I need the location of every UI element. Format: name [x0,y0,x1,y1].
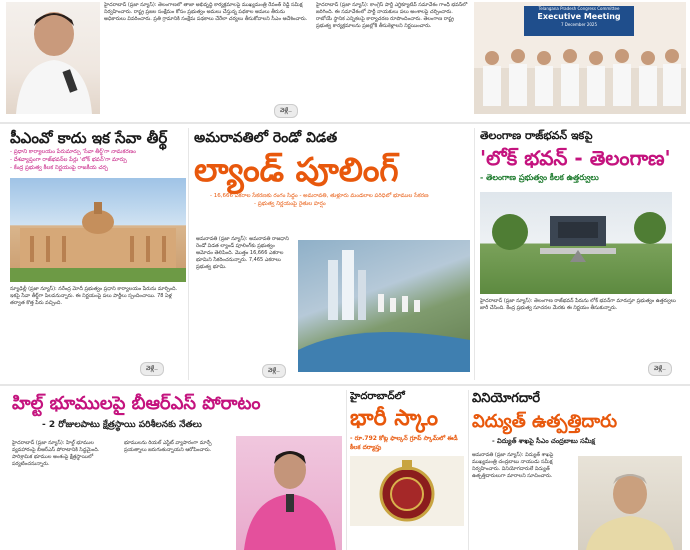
ed-logo-photo [350,456,464,526]
brs-body: హైదరాబాద్ (ప్రజా న్యూస్): హిల్ట్ భూముల వ్యవహారంపై బీఆర్ఎస్ పోరాటానికి సిద్ధమైంది. పారిశ్రామిక భూముల అంశంపై క్షేత్రస్థాయిలో పర్యటించనున్నారు. [12,440,100,467]
pmo-headline: పీఎంవో కాదు ఇక సేవా తీర్థ్ [10,129,168,147]
pmo-bullet-1: - ప్రధాని కార్యాలయం పేరుమార్పు 'సేవా తీర్థ్'గా నామకరణం [10,149,136,155]
banner-title: Telangana Pradesh Congress Committee [538,6,620,11]
pmo-bullet-3: - కేంద్ర ప్రభుత్వ కీలక నిర్ణయంపై రాజకీయ చర్చ [10,165,108,171]
lok-bhavan-kicker: తెలంగాణ రాజ్‌భవన్ ఇకపై [480,129,593,142]
scam-headline: భారీ స్కాం [350,406,439,431]
person-portrait-icon [6,2,100,114]
top-left-article: హైదరాబాద్ (ప్రజా న్యూస్): తెలంగాణలో తాజా అభివృద్ధి కార్యక్రమాలపై ముఖ్యమంత్రి రేవంత్ రెడ్డి సమీక్ష నిర్వహించారు. రాష్ట్ర ప్రజల సంక్షేమం కోసం ప్రభుత్వం అమలు చేస్తున్న పథకాల అమలు తీరును అధికారులు వివరించారు. ప్రతి గ్రామానికి సంక్షేమ పథకాలు చేరేలా చర్యలు తీసుకోవాలని సీఎం ఆదేశించారు. [104,2,308,22]
city-aerial-icon [298,240,470,372]
pmo-bullet-2: - దేశవ్యాప్తంగా రాజ్‌భవన్‌ల పేర్లు 'లోక్ భవన్'గా మార్పు [10,157,127,163]
brs-subline: - 2 రోజులపాటు క్షేత్రస్థాయి పరిశీలనకు నేతలు [42,420,202,430]
cm-portrait-photo [6,2,100,114]
raj-bhavan-photo [480,192,672,294]
power-article [472,390,686,550]
read-more-button[interactable]: వెళ్లే.. [140,362,164,376]
banner-heading: Executive Meeting [537,12,621,21]
brs-article [12,390,344,550]
meeting-banner [524,6,634,36]
building-photo [10,178,186,282]
person-portrait-icon [578,456,682,550]
amaravati-aerial-photo [298,240,470,372]
pmo-article [10,128,186,378]
executive-meeting-photo [474,2,686,114]
lok-bhavan-article [480,128,686,378]
brs-body-2: భూములను రియల్ ఎస్టేట్ వ్యాపారంగా మార్చే ప్రయత్నాలు జరుగుతున్నాయని ఆరోపించారు. [124,440,212,453]
scam-kicker: హైదరాబాద్‌లో [350,391,405,402]
lok-bhavan-headline: 'లోక్ భవన్ - తెలంగాణ' [480,146,671,170]
land-pooling-bullet-1: - 16,666 ఎకరాల సేకరణకు రంగం సిద్ధం - అమరావతి, తుళ్లూరు మండలాల పరిధిలో భూముల సేకరణ [210,193,429,199]
land-pooling-article [194,128,470,380]
scam-subline: - రూ.792 కోట్ల ఫాల్కన్ గ్రూప్ స్కామ్‌లో ఈడీ కీలక దర్యాప్తు [350,435,458,451]
banner-date: 7 December 2025 [560,22,597,27]
scam-article [350,390,464,550]
land-pooling-headline: ల్యాండ్ పూలింగ్ [194,150,399,189]
lok-bhavan-subline: - తెలంగాణ ప్రభుత్వం కీలక ఉత్తర్వులు [480,173,599,182]
read-more-button[interactable]: వెళ్లే.. [262,364,286,378]
meeting-people-icon [474,38,686,114]
lok-bhavan-body: హైదరాబాద్ (ప్రజా న్యూస్): తెలంగాణ రాజ్‌భవన్ పేరును లోక్ భవన్‌గా మారుస్తూ ప్రభుత్వం ఉత్తర్వులు జారీ చేసింది. కేంద్ర ప్రభుత్వ సూచనల మేరకు ఈ నిర్ణయం తీసుకున్నారు. [480,298,676,311]
top-mid-article: హైదరాబాద్ (ప్రజా న్యూస్): కాంగ్రెస్ పార్టీ ఎగ్జిక్యూటివ్ సమావేశం గాంధీ భవన్‌లో జరిగింది. ఈ సమావేశంలో పార్టీ నాయకులు పలు అంశాలపై చర్చించారు. రాబోయే స్థానిక ఎన్నికలపై కార్యాచరణ రూపొందించారు. తెలంగాణ రాష్ట్ర ప్రభుత్వ కార్యక్రమాలను ప్రజల్లోకి తీసుకెళ్లాలని నిర్ణయించారు. [316,2,468,29]
parliament-building-icon [10,178,186,282]
power-kicker: వినియోగదారే [472,391,541,406]
ktr-photo [236,436,342,550]
power-subline: - విద్యుత్ శాఖపై సీఎం చంద్రబాబు సమీక్ష [492,437,595,445]
cbn-photo [578,456,682,550]
ed-seal-icon [350,456,464,526]
read-more-button[interactable]: వెళ్లే.. [274,104,298,118]
gate-building-icon [480,192,672,294]
land-pooling-kicker: అమరావతిలో రెండో విడత [194,130,338,146]
pmo-body: న్యూఢిల్లీ (ప్రజా న్యూస్): నరేంద్ర మోదీ ప్రభుత్వం ప్రధాని కార్యాలయం పేరును మార్చింది. ఇకపై సేవా తీర్థ్‌గా పిలవనున్నారు. ఈ నిర్ణయంపై పలు పార్టీలు స్పందించాయి. 78 ఏళ్ల తర్వాత కొత్త పేరు వచ్చింది. [10,286,178,306]
power-body: అమరావతి (ప్రజా న్యూస్): విద్యుత్ శాఖపై ముఖ్యమంత్రి చంద్రబాబు నాయుడు సమీక్ష నిర్వహించారు. వినియోగదారులే విద్యుత్ ఉత్పత్తిదారులుగా మారాలని సూచించారు. [472,452,554,479]
person-portrait-icon [236,436,342,550]
power-headline: విద్యుత్ ఉత్పత్తిదారు [472,411,618,432]
brs-headline: హిల్ట్ భూములపై బీఆర్ఎస్ పోరాటం [12,393,261,414]
land-pooling-bullet-2: - ప్రభుత్వ నిర్ణయంపై రైతుల హర్షం [254,201,326,207]
land-pooling-body: అమరావతి (ప్రజా న్యూస్): అమరావతి రాజధాని రెండో విడత ల్యాండ్ పూలింగ్‌కు ప్రభుత్వం ఆమోదం తెలిపింది. మొత్తం 16,666 ఎకరాల భూమిని సేకరించనున్నారు. 7,465 ఎకరాలు ప్రభుత్వ భూమి. [196,236,289,270]
read-more-button[interactable]: వెళ్లే.. [648,362,672,376]
